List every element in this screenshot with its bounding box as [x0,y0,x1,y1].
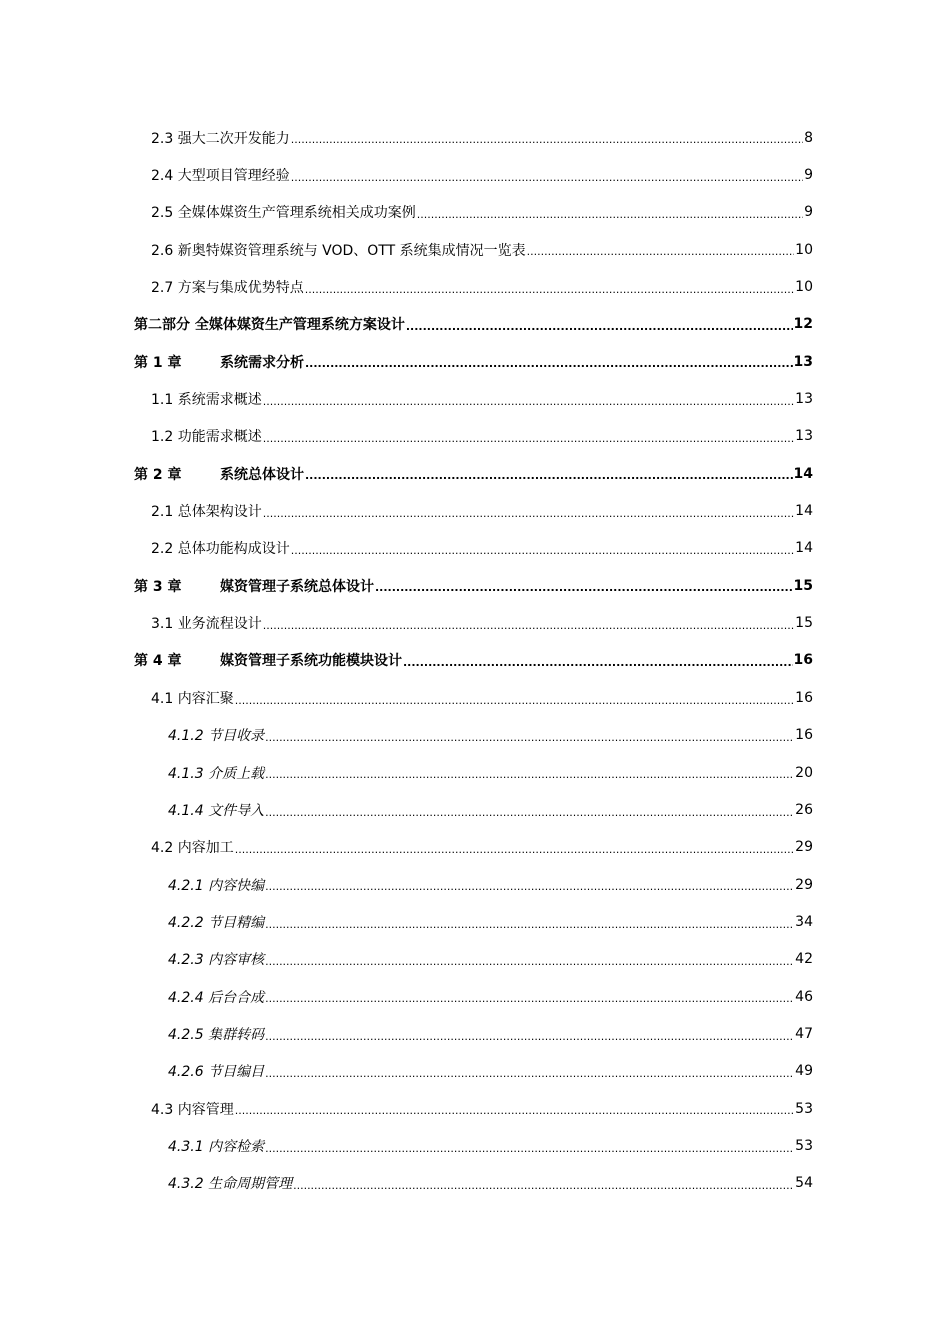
toc-entry[interactable] [0,903,950,940]
toc-page-number: 13 [795,428,813,445]
toc-chapter-title: 系统需求分析 [220,354,304,371]
toc-entry-label [134,464,304,484]
toc-page-number: 13 [795,391,813,408]
toc-dot-leader [305,357,793,380]
toc-entry[interactable] [0,268,950,305]
toc-chapter-number: 第 1 章 [134,354,182,371]
toc-entry[interactable] [0,679,950,716]
toc-page-number: 53 [795,1137,813,1154]
toc-page-number: 49 [795,1063,813,1080]
toc-page-number: 46 [795,988,813,1005]
toc-entry-label: 4.1.2 节目收录 [168,728,265,745]
toc-dot-leader [293,1179,794,1202]
toc-chapter-title: 媒资管理子系统功能模块设计 [220,653,402,670]
toc-entry[interactable] [0,941,950,978]
toc-dot-leader [305,283,794,306]
toc-page-number: 16 [795,727,813,744]
toc-page-number: 14 [793,465,813,482]
toc-dot-leader [527,245,795,268]
toc-entry-label: 2.5 全媒体媒资生产管理系统相关成功案例 [151,205,416,222]
toc-dot-leader [265,1142,794,1165]
toc-entry[interactable] [0,156,950,193]
toc-entry[interactable] [0,530,950,567]
toc-entry[interactable] [0,567,950,604]
toc-entry-label [134,650,402,670]
toc-entry[interactable] [0,306,950,343]
toc-dot-leader [265,768,794,791]
toc-dot-leader [235,694,794,717]
toc-page-number: 26 [795,801,813,818]
toc-entry[interactable] [0,978,950,1015]
toc-entry[interactable] [0,791,950,828]
toc-entry[interactable] [0,455,950,492]
toc-chapter-title: 媒资管理子系统总体设计 [220,578,374,595]
toc-entry[interactable] [0,1127,950,1164]
toc-page-number: 13 [793,353,813,370]
toc-dot-leader [265,992,794,1015]
toc-dot-leader [305,469,793,492]
toc-page-number: 53 [795,1100,813,1117]
toc-entry-label: 4.3 内容管理 [151,1101,234,1118]
toc-dot-leader [263,619,794,642]
toc-entry-label: 2.6 新奥特媒资管理系统与 VOD、OTT 系统集成情况一览表 [151,242,526,259]
toc-page-number: 29 [795,876,813,893]
toc-page-number: 8 [804,129,813,146]
toc-page-number: 9 [804,167,813,184]
toc-dot-leader [291,544,794,567]
toc-page-number: 42 [795,951,813,968]
toc-dot-leader [263,432,794,455]
toc-page-number: 29 [795,839,813,856]
toc-page-number: 34 [795,913,813,930]
toc-entry-label: 2.7 方案与集成优势特点 [151,280,304,297]
toc-entry[interactable] [0,1053,950,1090]
toc-dot-leader [235,1104,794,1127]
toc-page-number: 16 [795,689,813,706]
toc-page-number: 12 [793,316,813,333]
toc-dot-leader [265,731,794,754]
toc-entry-label: 4.1.4 文件导入 [168,802,265,819]
toc-entry-label: 4.2.2 节目精编 [168,914,265,931]
toc-entry[interactable] [0,492,950,529]
toc-entry[interactable] [0,866,950,903]
toc-dot-leader [291,171,803,194]
toc-entry-label: 4.1.3 介质上载 [168,765,265,782]
toc-dot-leader [265,1030,794,1053]
toc-entry-label: 4.2.4 后台合成 [168,989,265,1006]
toc-entry-label: 4.2.1 内容快编 [168,877,265,894]
toc-entry[interactable] [0,717,950,754]
toc-chapter-title: 系统总体设计 [220,466,304,483]
toc-entry-label: 第二部分 全媒体媒资生产管理系统方案设计 [134,317,405,334]
toc-dot-leader [265,880,794,903]
toc-entry[interactable] [0,380,950,417]
toc-entry[interactable] [0,1015,950,1052]
toc-dot-leader [265,918,794,941]
toc-entry-label: 4.3.1 内容检索 [168,1138,265,1155]
toc-entry-label: 4.3.2 生命周期管理 [168,1176,293,1193]
toc-entry-label: 1.1 系统需求概述 [151,392,262,409]
toc-page-number: 47 [795,1025,813,1042]
toc-dot-leader [265,806,794,829]
toc-entry-label: 4.2 内容加工 [151,840,234,857]
toc-dot-leader [265,955,794,978]
toc-entry-label: 2.2 总体功能构成设计 [151,541,290,558]
toc-entry-label: 3.1 业务流程设计 [151,616,262,633]
toc-entry-label: 2.4 大型项目管理经验 [151,168,290,185]
toc-entry-label [134,576,374,596]
toc-entry[interactable] [0,829,950,866]
toc-entry[interactable] [0,194,950,231]
toc-page-number: 10 [795,279,813,296]
toc-entry[interactable] [0,754,950,791]
toc-entry-label: 4.2.3 内容审核 [168,952,265,969]
toc-entry[interactable] [0,1090,950,1127]
toc-page-number: 54 [795,1175,813,1192]
toc-entry[interactable] [0,231,950,268]
toc-entry[interactable] [0,604,950,641]
toc-page-number: 15 [795,615,813,632]
toc-entry-label: 4.1 内容汇聚 [151,690,234,707]
toc-page-number: 20 [795,764,813,781]
toc-entry[interactable] [0,418,950,455]
toc-chapter-number: 第 2 章 [134,466,182,483]
toc-dot-leader [265,1067,794,1090]
toc-dot-leader [406,320,793,343]
table-of-contents [0,119,950,1202]
toc-page-number: 16 [793,652,813,669]
toc-entry-label: 4.2.5 集群转码 [168,1026,265,1043]
toc-entry[interactable] [0,119,950,156]
toc-chapter-number: 第 3 章 [134,578,182,595]
toc-dot-leader [375,581,793,604]
toc-page-number: 14 [795,540,813,557]
toc-page-number: 10 [795,241,813,258]
toc-entry-label: 1.2 功能需求概述 [151,429,262,446]
toc-dot-leader [291,133,803,156]
toc-entry-label: 4.2.6 节目编目 [168,1064,265,1081]
toc-dot-leader [263,395,794,418]
toc-page-number: 14 [795,503,813,520]
toc-entry[interactable] [0,1165,950,1202]
toc-dot-leader [403,656,793,679]
toc-dot-leader [263,507,794,530]
toc-page-number: 9 [804,204,813,221]
toc-entry-label [134,352,304,372]
toc-entry-label: 2.3 强大二次开发能力 [151,130,290,147]
toc-dot-leader [235,843,794,866]
toc-page-number: 15 [793,577,813,594]
toc-entry-label: 2.1 总体架构设计 [151,504,262,521]
toc-dot-leader [417,208,803,231]
toc-entry[interactable] [0,642,950,679]
toc-chapter-number: 第 4 章 [134,653,182,670]
toc-entry[interactable] [0,343,950,380]
